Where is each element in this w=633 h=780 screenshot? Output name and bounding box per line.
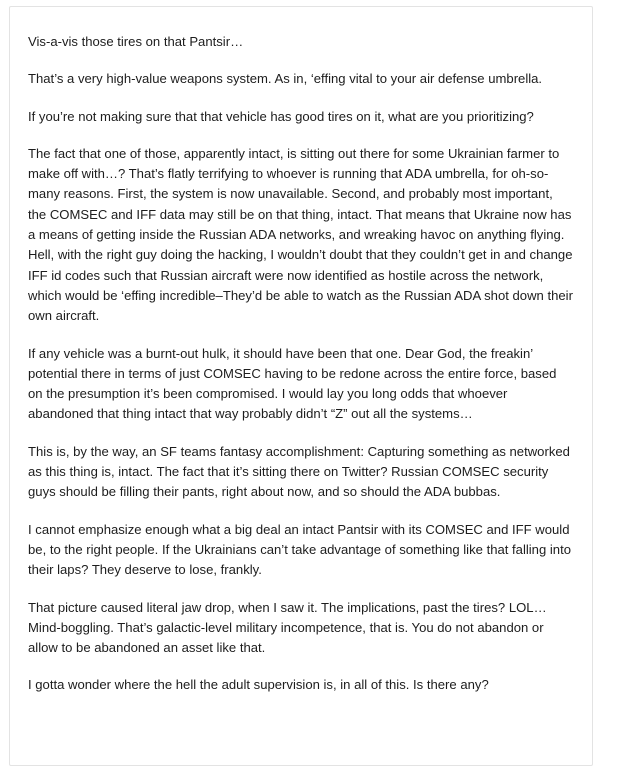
paragraph-5: If any vehicle was a burnt-out hulk, it should have been that one. Dear God, the freakin’ potential there in terms of just COMSEC having to be redone across the entire force, based on the presumption it’s been compromised. I would lay you long odds that whoever abandoned that thing intact that way probably didn’t “Z” out all the systems… [28, 345, 557, 422]
paragraph-7: I cannot emphasize enough what a big deal an intact Pantsir with its COMSEC and IFF would be, to the right people. If the Ukrainians can’t take advantage of something like that falling into their laps? They deserve to lose, frankly. [28, 521, 572, 578]
comment-body [28, 32, 574, 696]
paragraph-8: That picture caused literal jaw drop, when I saw it. The implications, past the tires? LOL… Mind-boggling. That’s galactic-level military incompetence, that is. You do not abandon or allow to be abandoned an asset like that. [28, 599, 547, 656]
paragraph-1: Vis-a-vis those tires on that Pantsir… [28, 34, 244, 49]
paragraph-4: The fact that one of those, apparently intact, is sitting out there for some Ukrainian farmer to make off with…? That’s flatly terrifying to whoever is running that ADA umbrella, for oh-so-many reasons. First, the system is now unavailable. Second, and probably most important, the COMSEC and IFF data may still be on that thing, intact. That means that Ukraine now has a means of getting inside the Russian ADA networks, and wreaking havoc on anything flying. Hell, with the right guy doing the hacking, I wouldn’t doubt that they couldn’t get in and change IFF id codes such that Russian aircraft were now identified as hostile across the network, which would be ‘effing incredible–They’d be able to watch as the Russian ADA shot down their own aircraft. [28, 145, 573, 324]
paragraph-2: That’s a very high-value weapons system. As in, ‘effing vital to your air defense umbrella. [28, 71, 543, 87]
paragraph-3: If you’re not making sure that that vehicle has good tires on it, what are you prioritizing? [28, 108, 534, 124]
paragraph-9: I gotta wonder where the hell the adult supervision is, in all of this. Is there any? [28, 677, 489, 693]
comment-card [9, 6, 593, 766]
paragraph-6: This is, by the way, an SF teams fantasy accomplishment: Capturing something as networked as this thing is, intact. The fact that it’s sitting there on Twitter? Russian COMSEC security guys should be filling their pants, right about now, and so should the ADA bubbas. [28, 443, 570, 500]
